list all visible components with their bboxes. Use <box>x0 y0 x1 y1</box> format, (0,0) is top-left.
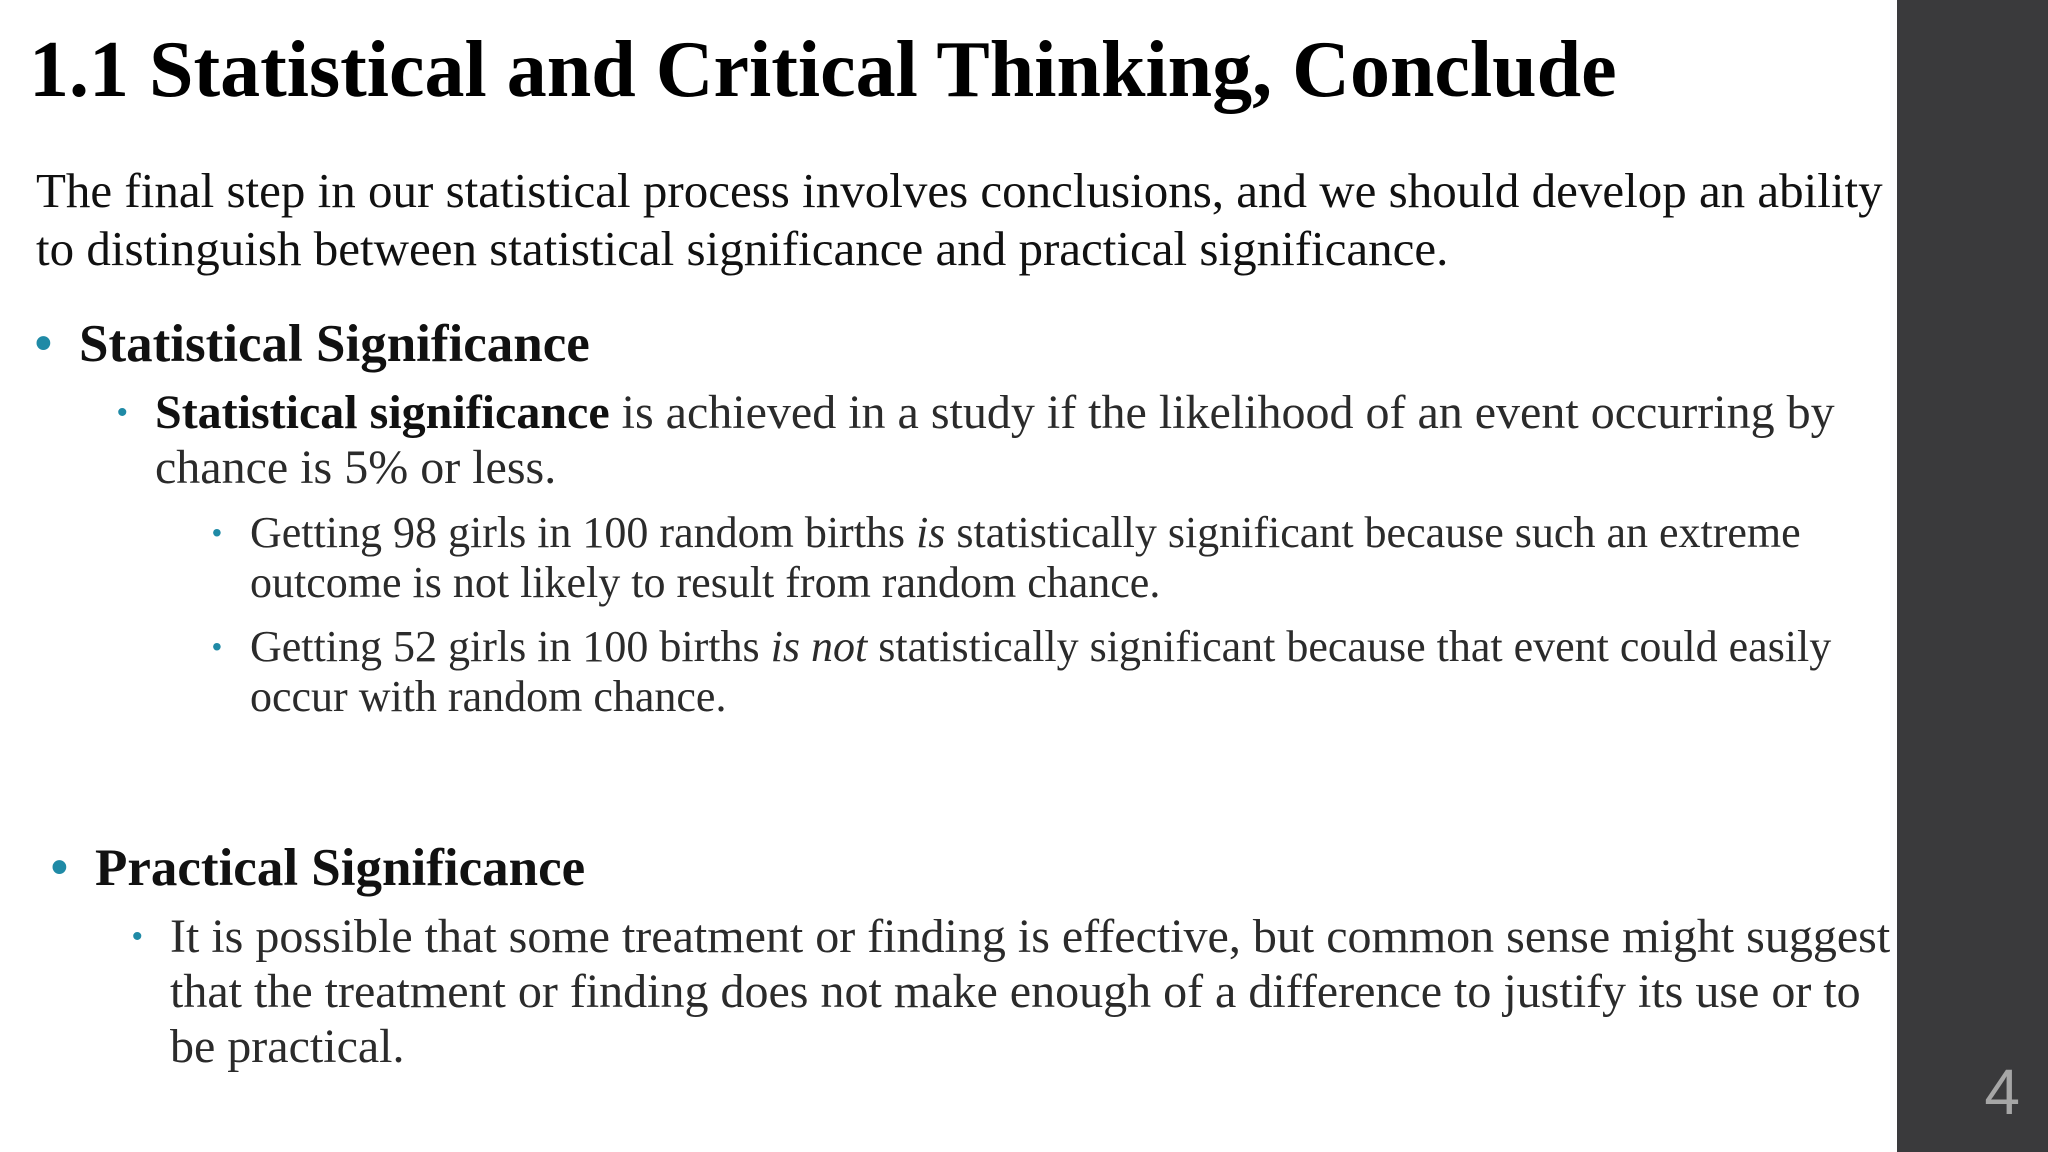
slide-title: 1.1 Statistical and Critical Thinking, Conclude <box>29 26 1617 114</box>
bullet-example-98-girls <box>212 508 1880 608</box>
example-text-after: statistically significant because such an extreme outcome is not likely to result from random chance. <box>250 508 1801 607</box>
example-text-after: statistically significant because that event could easily occur with random chance. <box>250 622 1832 721</box>
intro-paragraph: The final step in our statistical process involves conclusions, and we should develop an ability to distinguish between statistical significance and practical significance. <box>36 163 1883 276</box>
bullet-practical-definition <box>132 909 1895 1074</box>
bullet-heading: Statistical Significance <box>79 315 590 373</box>
example-emphasis: is not <box>770 622 868 671</box>
bullet-statistical-definition <box>117 385 1895 495</box>
definition-term: Statistical significance <box>155 386 610 439</box>
example-text-before: Getting 52 girls in 100 births <box>250 622 771 671</box>
bullet-dot-icon: • <box>35 317 52 370</box>
bullet-example-52-girls <box>212 622 1880 722</box>
bullet-practical-significance <box>51 837 1855 899</box>
definition-text: It is possible that some treatment or finding is effective, but common sense might suggest that the treatment or finding does not make enough of a difference to justify its use or to be practical. <box>170 910 1891 1073</box>
bullet-heading: Practical Significance <box>95 839 586 897</box>
bullet-statistical-significance <box>35 313 1859 375</box>
bullet-dot-icon: • <box>117 396 128 429</box>
slide-number: 4 <box>1984 1056 2020 1128</box>
bullet-dot-icon: • <box>132 920 143 953</box>
example-emphasis: is <box>916 508 946 557</box>
slide-sidebar <box>1897 0 2048 1152</box>
definition-text: is achieved in a study if the likelihood of an event occurring by chance is 5% or less. <box>155 386 1835 494</box>
bullet-dot-icon: • <box>212 631 222 662</box>
bullet-dot-icon: • <box>51 841 68 894</box>
bullet-dot-icon: • <box>212 517 222 548</box>
example-text-before: Getting 98 girls in 100 random births <box>250 508 917 557</box>
